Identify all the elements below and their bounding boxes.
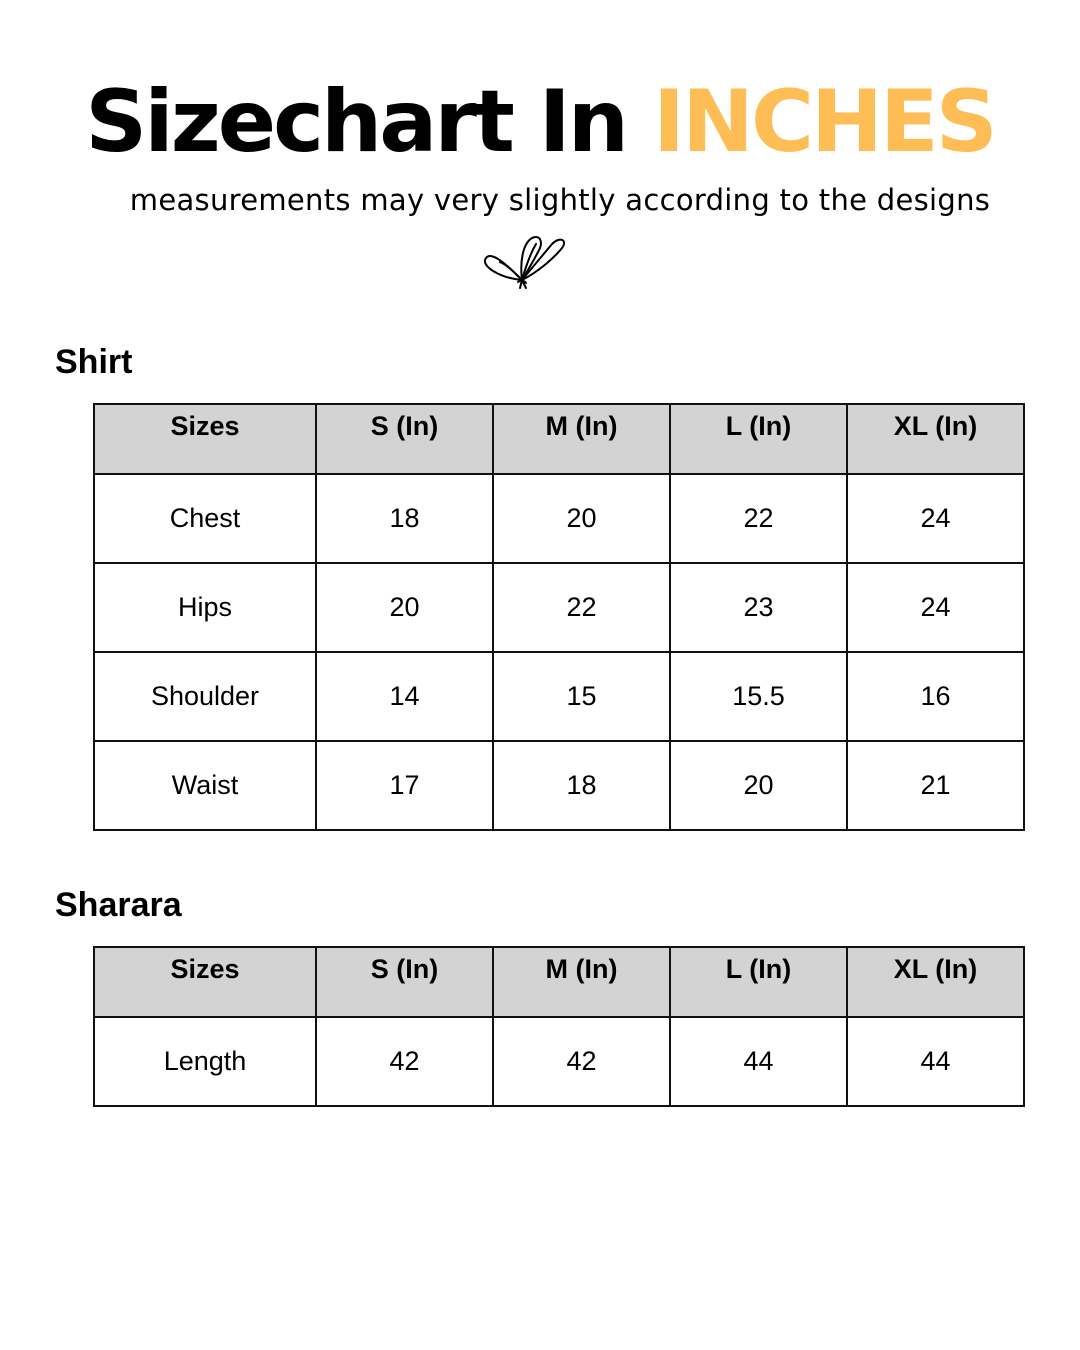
row-label: Length (94, 1017, 316, 1106)
table-cell: 16 (847, 652, 1024, 741)
table-cell: 42 (493, 1017, 670, 1106)
column-header-s: S (In) (316, 947, 493, 1017)
table-cell: 20 (670, 741, 847, 830)
title-accent: INCHES (652, 72, 995, 172)
column-header-xl: XL (In) (847, 947, 1024, 1017)
table-cell: 23 (670, 563, 847, 652)
title-main: Sizechart In (85, 72, 627, 172)
table-cell: 18 (316, 474, 493, 563)
table-cell: 20 (493, 474, 670, 563)
table-cell: 22 (493, 563, 670, 652)
column-header-m: M (In) (493, 947, 670, 1017)
sharara-size-table (93, 946, 1025, 1107)
column-header-l: L (In) (670, 404, 847, 474)
column-header-sizes: Sizes (94, 404, 316, 474)
table-cell: 15 (493, 652, 670, 741)
table-cell: 22 (670, 474, 847, 563)
butterfly-icon (480, 228, 572, 292)
table-cell: 44 (847, 1017, 1024, 1106)
row-label: Chest (94, 474, 316, 563)
table-row (94, 474, 1024, 563)
table-cell: 14 (316, 652, 493, 741)
table-header-row (94, 947, 1024, 1017)
table-row (94, 1017, 1024, 1106)
page-title (0, 72, 1080, 172)
table-header-row (94, 404, 1024, 474)
row-label: Shoulder (94, 652, 316, 741)
column-header-s: S (In) (316, 404, 493, 474)
column-header-m: M (In) (493, 404, 670, 474)
table-cell: 15.5 (670, 652, 847, 741)
table-cell: 17 (316, 741, 493, 830)
section-title-shirt: Shirt (55, 343, 133, 381)
table-cell: 44 (670, 1017, 847, 1106)
table-cell: 18 (493, 741, 670, 830)
table-cell: 24 (847, 474, 1024, 563)
column-header-sizes: Sizes (94, 947, 316, 1017)
table-cell: 20 (316, 563, 493, 652)
row-label: Waist (94, 741, 316, 830)
table-row (94, 741, 1024, 830)
column-header-xl: XL (In) (847, 404, 1024, 474)
section-title-sharara: Sharara (55, 886, 182, 924)
table-row (94, 652, 1024, 741)
table-cell: 24 (847, 563, 1024, 652)
shirt-size-table (93, 403, 1025, 831)
page-subtitle: measurements may very slightly according to the designs (129, 183, 991, 217)
column-header-l: L (In) (670, 947, 847, 1017)
table-cell: 21 (847, 741, 1024, 830)
table-row (94, 563, 1024, 652)
table-cell: 42 (316, 1017, 493, 1106)
row-label: Hips (94, 563, 316, 652)
